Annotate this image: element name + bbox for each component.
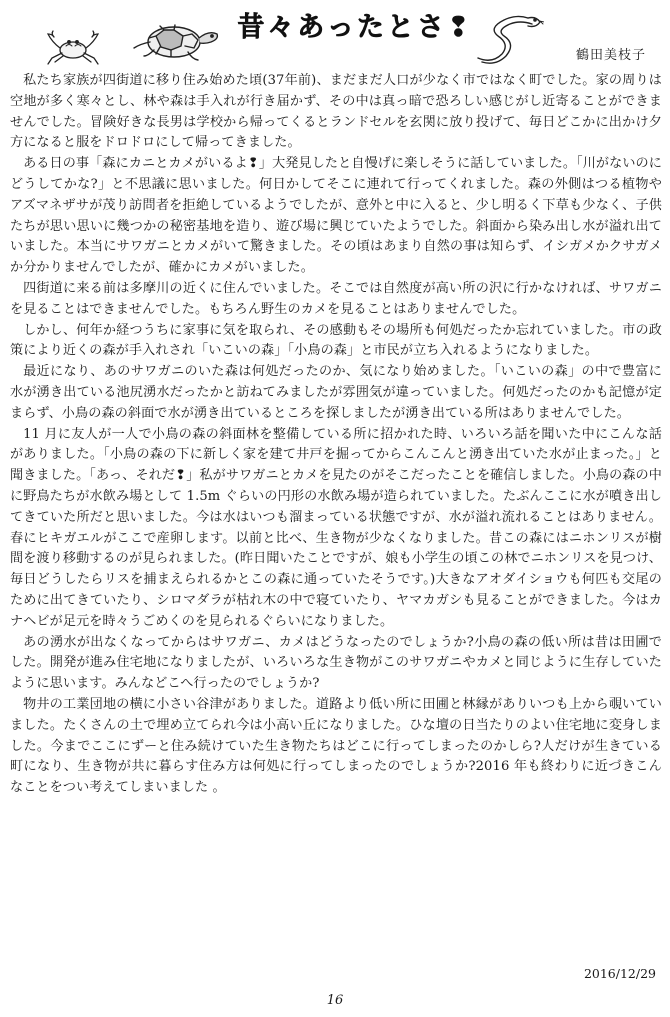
paragraph: 最近になり、あのサワガニのいた森は何処だったのか、気になり始めました。「いこいの森」の中で豊富に水が湧き出ている池尻湧水だったかと訪ねてみましたが雰囲気が違っていました。何処だったのかも記憶が定まらず、小鳥の森の斜面で水が湧き出ているところを探しましたが湧き出ている所はありませんでした。 bbox=[10, 364, 662, 421]
paragraph: あの湧水が出なくなってからはサワガニ、カメはどうなったのでしょうか?小鳥の森の低い所は昔は田圃でした。開発が進み住宅地になりましたが、いろいろな生き物がこのサワガニやカメと同じように生存していたように思います。みんなどこへ行ったのでしょうか? bbox=[10, 634, 662, 692]
crab-icon bbox=[38, 30, 108, 66]
author-name: 鶴田美枝子 bbox=[575, 48, 646, 63]
paragraph: 物井の工業団地の横に小さい谷津がありました。道路より低い所に田圃と林縁がありいつも上から覗いていました。たくさんの土で埋め立てられ今は小高い丘になりました。ひな壇の日当たりのよい住宅地に変身しました。今までここにずーと住み続けていた生き物たちはどこに行ってしまったのかしら?人だけが生きている町になり、生き物が共に暮らす住み方は何処に行ってしまったのでしょうか?2016 年も終わりに近づきこんなことをつい考えてしまいました 。 bbox=[10, 696, 662, 796]
article-body bbox=[10, 71, 662, 799]
paragraph: 四街道に来る前は多摩川の近くに住んでいました。そこでは自然度が高い所の沢に行かなければ、サワガニを見ることはできませんでした。もちろん野生のカメを見ることはありませんでした。 bbox=[10, 280, 662, 317]
paragraph: 私たち家族が四街道に移り住み始めた頃(37年前)、まだまだ人口が少なく市ではなく町でした。家の周りは空地が多く寒々とし、林や森は手入れが行き届かず、その中は真っ暗で恐ろしい感じがし近寄ることができませんでした。冒険好きな長男は学校から帰ってくるとランドセルを玄関に放り投げて、毎日どこかに出かけ夕方になると服をドロドロにして帰ってきました。 bbox=[10, 73, 662, 151]
header bbox=[0, 0, 670, 70]
turtle-icon bbox=[130, 12, 222, 66]
paragraph: ある日の事「森にカニとカメがいるよ❢」大発見したと自慢げに楽しそうに話していました。「川がないのにどうしてかな?」と不思議に思いました。何日かしてそこに連れて行ってくれました。森の外側はつる植物やアズマネザサが茂り訪問者を拒絶しているようでしたが、意外と中に入ると、少し明るく下草も少なく、子供たちが思い思いに幾つかの秘密基地を造り、遊び場に興じていたようでした。斜面から染み出し水が溢れ出ていました。本当にサワガニとカメがいて驚きました。その頃はあまり自然の事は知らず、イシガメかクサガメか分かりませんでしたが、確かにカメがいました。 bbox=[10, 156, 662, 276]
paragraph: 11 月に友人が一人で小鳥の森の斜面林を整備している所に招かれた時、いろいろ話を聞いた中にこんな話がありました。「小鳥の森の下に新しく家を建て井戸を掘ってからこんこんと湧き出ていた水が止まった。」と聞きました。「あっ、それだ❢」私がサワガニとカメを見たのがそこだったことを確信しました。小鳥の森の中に野鳥たちが水飲み場として 1.5m ぐらいの円形の水飲み場が造られていました。たぶんここに水が噴き出してきていた所だと思いました。今は水はいつも溜まっている状態ですが、水が溢れ流れることはありません。春にヒキガエルがここで産卵します。以前と比べ、生き物が少なくなりました。昔この森にはニホンリスが樹間を渡り移動するのが見られました。(昨日聞いたことですが、娘も小学生の頃この林でニホンリスを見つけ、毎日どうしたらリスを捕まえられるかとこの森に通っていたそうです。)大きなアオダイショウも何匹も交尾のために出てきていたり、シロマダラが枯れ木の中で寝ていたり、ヤマカガシも見ることができました。今はカナヘビが足元を時々うごめくのを見られるぐらいになりました。 bbox=[10, 426, 662, 629]
page-title: 昔々あったとさ❢ bbox=[237, 12, 473, 43]
article-date: 2016/12/29 bbox=[583, 966, 656, 981]
paragraph: しかし、何年か経つうちに家事に気を取られ、その感動もその場所も何処だったか忘れていました。市の政策により近くの森が手入れされ「いこいの森」「小鳥の森」と市民が立ち入れるようになりました。 bbox=[10, 322, 662, 359]
page-number: 16 bbox=[326, 993, 344, 1008]
snake-icon bbox=[470, 8, 544, 68]
